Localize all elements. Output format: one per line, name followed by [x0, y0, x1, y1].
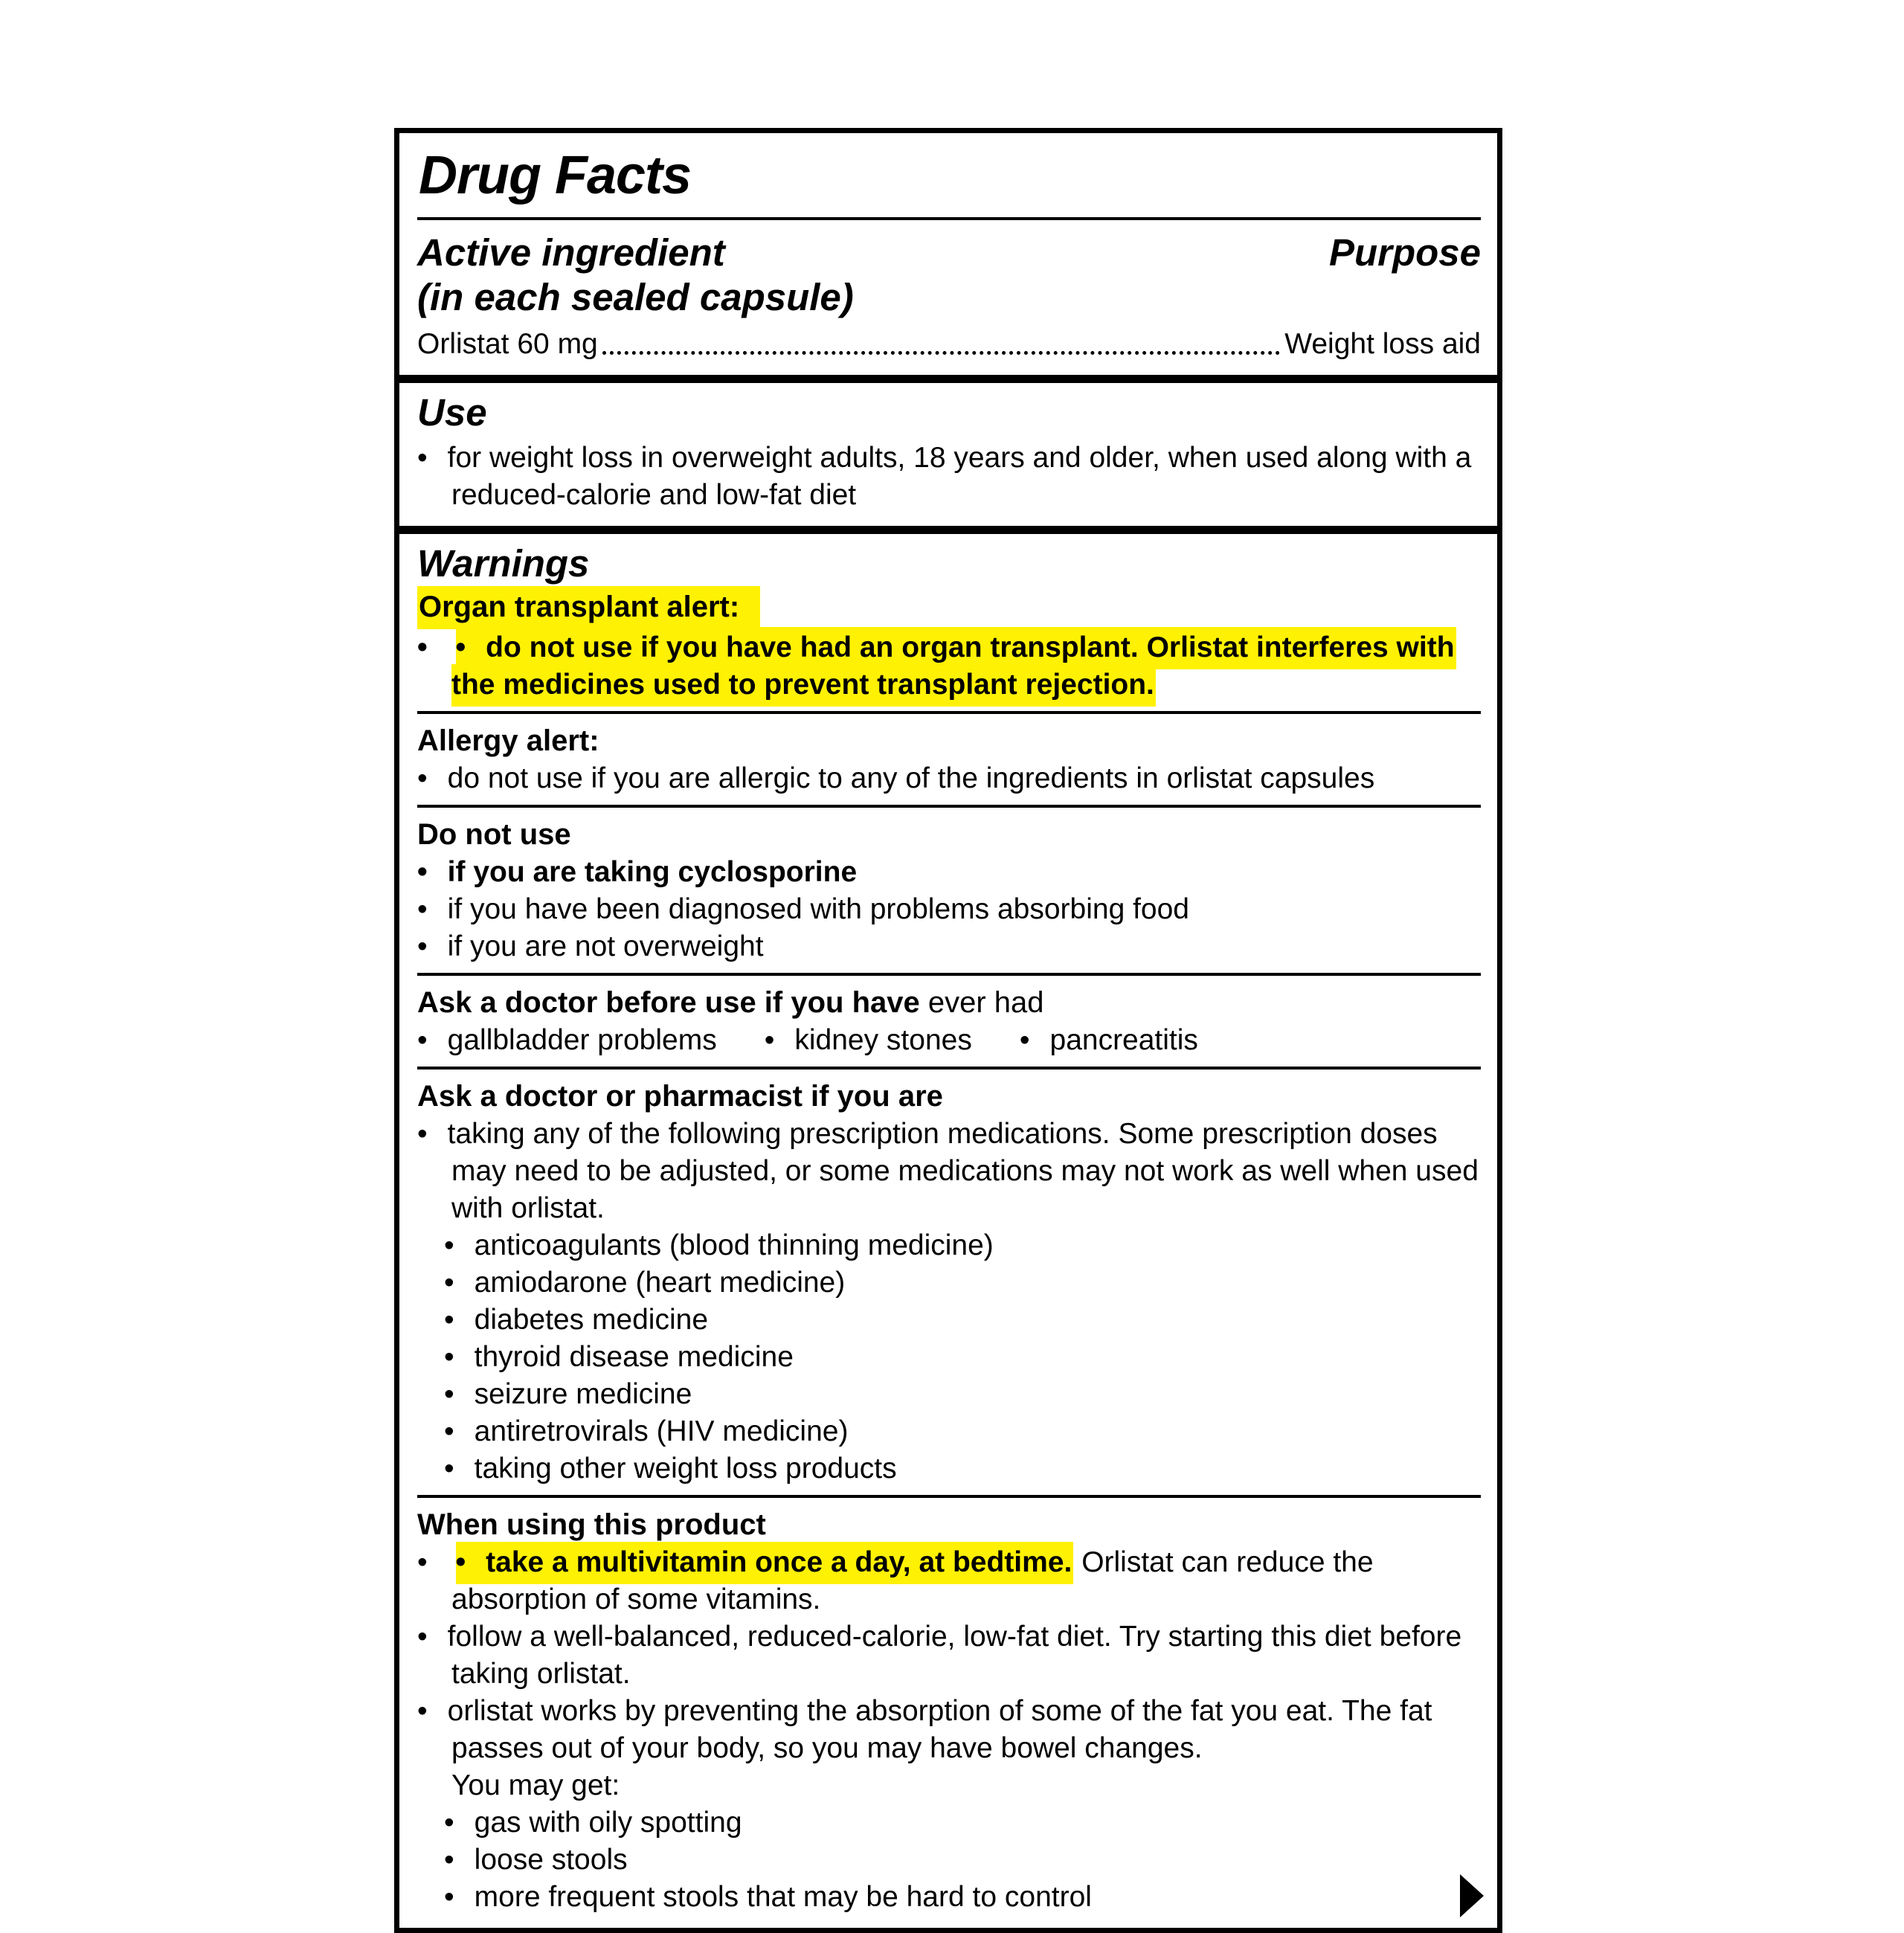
prescription-intro-bullet: • taking any of the following prescription medications. Some prescription doses may need to be adjusted, or some medications may not work as well when used with orlistat.	[417, 1116, 1481, 1227]
do-not-use-list	[417, 854, 1481, 965]
allergy-alert-heading: Allergy alert:	[417, 724, 599, 758]
medication-bullet: • antiretrovirals (HIV medicine)	[444, 1413, 1481, 1450]
ask-doctor-heading	[417, 983, 1481, 1022]
drug-facts-label	[394, 128, 1502, 1933]
when-using-block	[417, 1505, 1481, 1916]
ask-doctor-pharmacist-block	[417, 1077, 1481, 1487]
section-warnings	[399, 526, 1497, 1928]
organ-alert-heading-line	[417, 586, 1481, 629]
active-ingredient-heading	[417, 231, 854, 320]
purpose-value: Weight loss aid	[1284, 328, 1481, 361]
ingredient-purpose-row	[417, 326, 1481, 363]
continue-arrow-icon	[1460, 1874, 1484, 1917]
medication-bullet: • thyroid disease medicine	[444, 1339, 1481, 1376]
diet-bullet: • follow a well-balanced, reduced-calorie, low-fat diet. Try starting this diet before taking orlistat.	[417, 1618, 1481, 1693]
do-not-use-block	[417, 815, 1481, 965]
purpose-heading: Purpose	[1328, 231, 1481, 274]
effect-bullet: • more frequent stools that may be hard to control	[444, 1879, 1481, 1916]
do-not-use-bullet: • if you are not overweight	[417, 928, 1481, 965]
subsection-rule	[417, 1495, 1481, 1498]
dotted-leader	[602, 351, 1281, 355]
use-heading: Use	[417, 391, 487, 434]
section-use	[399, 375, 1497, 526]
allergy-alert-block	[417, 721, 1481, 797]
section-title-active-ingredient	[399, 133, 1497, 375]
ask-doctor-heading-bold: Ask a doctor before use if you have	[417, 986, 920, 1020]
organ-alert-heading-highlight: Organ transplant alert:	[417, 586, 760, 629]
medication-bullet: • amiodarone (heart medicine)	[444, 1264, 1481, 1302]
subsection-rule	[417, 711, 1481, 714]
how-it-works-bullet: • orlistat works by preventing the absorption of some of the fat you eat. The fat passes out of your body, so you may have bowel changes.	[417, 1693, 1481, 1767]
medication-list	[417, 1227, 1481, 1487]
medication-bullet: • anticoagulants (blood thinning medicine)	[444, 1227, 1481, 1264]
subsection-rule	[417, 1067, 1481, 1070]
allergy-alert-bullet: • do not use if you are allergic to any of the ingredients in orlistat capsules	[417, 760, 1481, 797]
condition-bullet: • kidney stones	[765, 1022, 972, 1059]
ingredient-name: Orlistat 60 mg	[417, 328, 598, 361]
condition-bullet: • pancreatitis	[1020, 1022, 1198, 1059]
active-ingredient-heading-line2: (in each sealed capsule)	[417, 275, 854, 318]
organ-transplant-alert-block	[417, 586, 1481, 704]
subsection-rule	[417, 973, 1481, 976]
organ-alert-bullet	[417, 629, 1481, 704]
active-ingredient-header-row	[417, 231, 1481, 320]
ask-doctor-pharmacist-heading: Ask a doctor or pharmacist if you are	[417, 1080, 943, 1113]
subsection-rule	[417, 805, 1481, 808]
use-bullet: • for weight loss in overweight adults, 18 years and older, when used along with a reduced-calorie and low-fat diet	[417, 440, 1481, 514]
effect-bullet: • loose stools	[444, 1842, 1481, 1879]
when-using-heading: When using this product	[417, 1508, 766, 1542]
organ-alert-highlight-mark: • do not use if you have had an organ transplant. Orlistat interferes with the medicines used to prevent transplant rejection.	[451, 627, 1456, 707]
effect-bullet: • gas with oily spotting	[444, 1804, 1481, 1842]
multivitamin-bullet-rest: Orlistat can reduce the absorption of some vitamins.	[451, 1546, 1374, 1616]
page-title: Drug Facts	[419, 146, 692, 205]
ask-doctor-conditions-row	[417, 1022, 1481, 1059]
multivitamin-highlight-mark: • take a multivitamin once a day, at bedtime.	[456, 1542, 1074, 1584]
medication-bullet: • seizure medicine	[444, 1376, 1481, 1413]
you-may-get-label: You may get:	[451, 1769, 620, 1802]
active-ingredient-heading-line1: Active ingredient	[417, 231, 725, 274]
medication-bullet: • diabetes medicine	[444, 1302, 1481, 1339]
do-not-use-bullet: • if you are taking cyclosporine	[417, 854, 1481, 891]
ask-doctor-block	[417, 983, 1481, 1059]
warnings-heading: Warnings	[417, 542, 590, 585]
condition-bullet: • gallbladder problems	[417, 1022, 717, 1059]
effects-list	[417, 1804, 1481, 1916]
ask-doctor-heading-regular: ever had	[919, 986, 1044, 1020]
multivitamin-bullet	[417, 1544, 1481, 1618]
medication-bullet: • taking other weight loss products	[444, 1450, 1481, 1487]
title-rule	[417, 217, 1481, 220]
do-not-use-heading: Do not use	[417, 818, 571, 852]
do-not-use-bullet: • if you have been diagnosed with problems absorbing food	[417, 891, 1481, 928]
